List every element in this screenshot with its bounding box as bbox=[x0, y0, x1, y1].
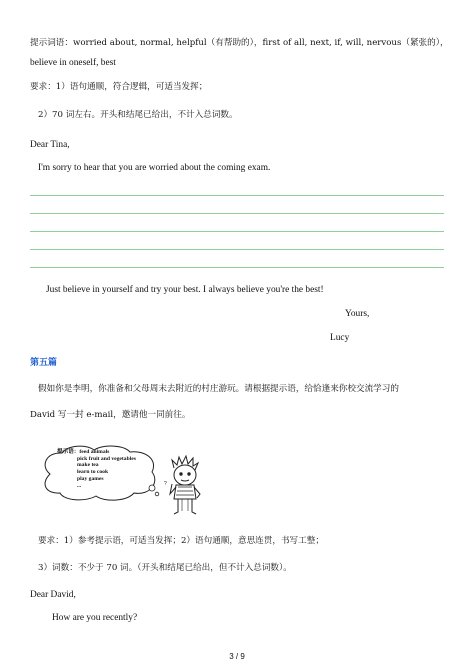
thinking-boy-illustration bbox=[160, 454, 208, 520]
writing-line bbox=[30, 249, 444, 250]
letter-greeting: Dear Tina, bbox=[30, 140, 70, 150]
tip-item: ... bbox=[77, 482, 82, 489]
requirement-2: 3）词数：不少于 70 词。（开头和结尾已给出，但不计入总词数）。 bbox=[38, 563, 292, 573]
letter-closing: Just believe in yourself and try your best. I always believe you're the best! bbox=[46, 285, 324, 295]
letter-opening: How are you recently? bbox=[52, 613, 138, 623]
tip-item: pick fruit and vegetables bbox=[77, 455, 136, 462]
writing-line bbox=[30, 195, 444, 196]
tips-list bbox=[57, 449, 136, 489]
page-number: 3 / 9 bbox=[229, 652, 245, 661]
section-heading: 第五篇 bbox=[30, 358, 58, 368]
requirement-1: 要求：1）语句通顺，符合逻辑，可适当发挥； bbox=[30, 82, 208, 92]
hint-words-line-1: 提示词语：worried about, normal, helpful（有帮助的），first of all, next, if, will, nervous（紧张的）， bbox=[30, 38, 449, 48]
letter-signoff: Yours, bbox=[345, 309, 370, 319]
prompt-line-1: 假如你是李明，你准备和父母周末去附近的村庄游玩。请根据提示语，给恰逢来你校交流学习的 bbox=[38, 384, 399, 394]
letter-signature: Lucy bbox=[330, 333, 350, 343]
tip-item: make tea bbox=[77, 462, 99, 469]
tip-item: 提示语：feed animals bbox=[57, 449, 110, 455]
tip-item: learn to cook bbox=[77, 469, 109, 476]
letter-greeting: Dear David, bbox=[30, 590, 76, 600]
tip-item: play games bbox=[77, 475, 104, 482]
requirement-2: 2）70 词左右。开头和结尾已给出，不计入总词数。 bbox=[38, 110, 238, 120]
hint-words-line-2: believe in oneself, best bbox=[30, 58, 116, 68]
svg-text:?: ? bbox=[164, 481, 167, 487]
writing-line bbox=[30, 231, 444, 232]
writing-line bbox=[30, 267, 444, 268]
prompt-line-2: David 写一封 e-mail，邀请他一同前往。 bbox=[30, 410, 191, 420]
letter-opening: I'm sorry to hear that you are worried about the coming exam. bbox=[38, 163, 271, 173]
requirement-1: 要求：1）参考提示语，可适当发挥；2）语句通顺，意思连贯，书写工整； bbox=[38, 536, 324, 546]
writing-line bbox=[30, 213, 444, 214]
